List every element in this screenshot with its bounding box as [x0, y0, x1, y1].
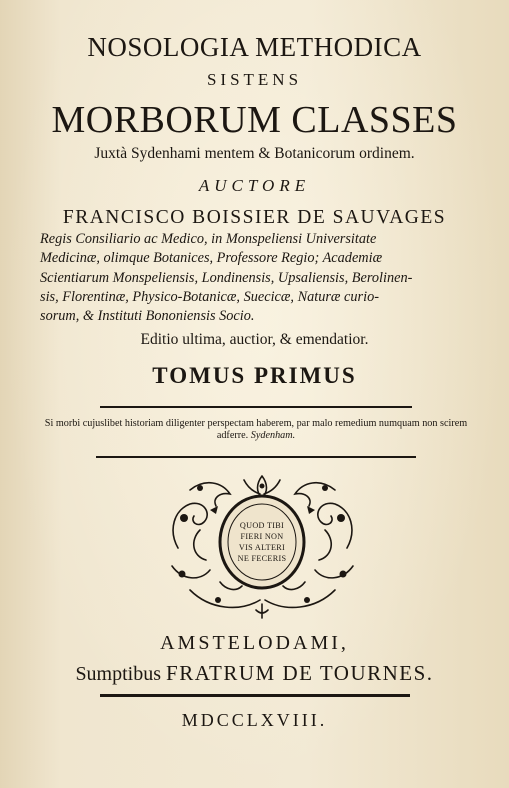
svg-text:NE FECERIS: NE FECERIS: [237, 554, 287, 563]
author-title-line: Scientiarum Monspeliensis, Londinensis, Upsaliensis, Berolinen-: [40, 269, 413, 286]
author-title-line: sis, Florentinæ, Physico-Botanicæ, Suecicæ, Naturæ curio-: [40, 288, 379, 305]
svg-text:FIERI NON: FIERI NON: [240, 532, 284, 541]
publication-year: MDCCLXVIII.: [181, 710, 328, 730]
motto: [34, 418, 478, 442]
title-line-3: MORBORUM CLASSES: [51, 99, 458, 141]
imprint-publisher-line: [0, 661, 509, 686]
bottom-rule: [96, 456, 416, 458]
top-rule: [100, 406, 412, 408]
motto-text: Si morbi cujuslibet historiam diligenter perspectam haberem, par malo remedium numquam non scirem adferre.: [44, 418, 468, 441]
author-name: FRANCISCO BOISSIER DE SAUVAGES: [62, 207, 447, 228]
imprint-publisher: FRATRUM DE TOURNES.: [166, 661, 434, 685]
title-line-1: NOSOLOGIA METHODICA: [87, 32, 422, 62]
author-title-line: Medicinæ, olimque Botanices, Professore Regio; Academiæ: [40, 250, 383, 267]
edition-statement: Editio ultima, auctior, & emendatior.: [140, 331, 369, 348]
imprint-rule: [100, 694, 410, 697]
svg-text:VIS ALTERI: VIS ALTERI: [238, 543, 286, 552]
auctor-label: AUCTORE: [198, 176, 311, 195]
imprint-sumptibus: Sumptibus: [75, 663, 162, 685]
author-title-line: sorum, & Instituti Bononiensis Socio.: [40, 308, 255, 325]
imprint-place: AMSTELODAMI,: [160, 632, 349, 654]
subtitle: Juxtà Sydenhami mentem & Botanicorum ordinem.: [94, 145, 415, 162]
ornament-vignette: [160, 470, 365, 620]
author-titles: [40, 230, 480, 326]
title-line-2: SISTENS: [206, 70, 303, 89]
author-title-line: Regis Consiliario ac Medico, in Monspeliensi Universitate: [40, 231, 377, 247]
volume-label: TOMUS PRIMUS: [152, 363, 357, 388]
svg-text:QUOD TIBI: QUOD TIBI: [239, 521, 285, 530]
motto-source: Sydenham.: [250, 430, 296, 441]
